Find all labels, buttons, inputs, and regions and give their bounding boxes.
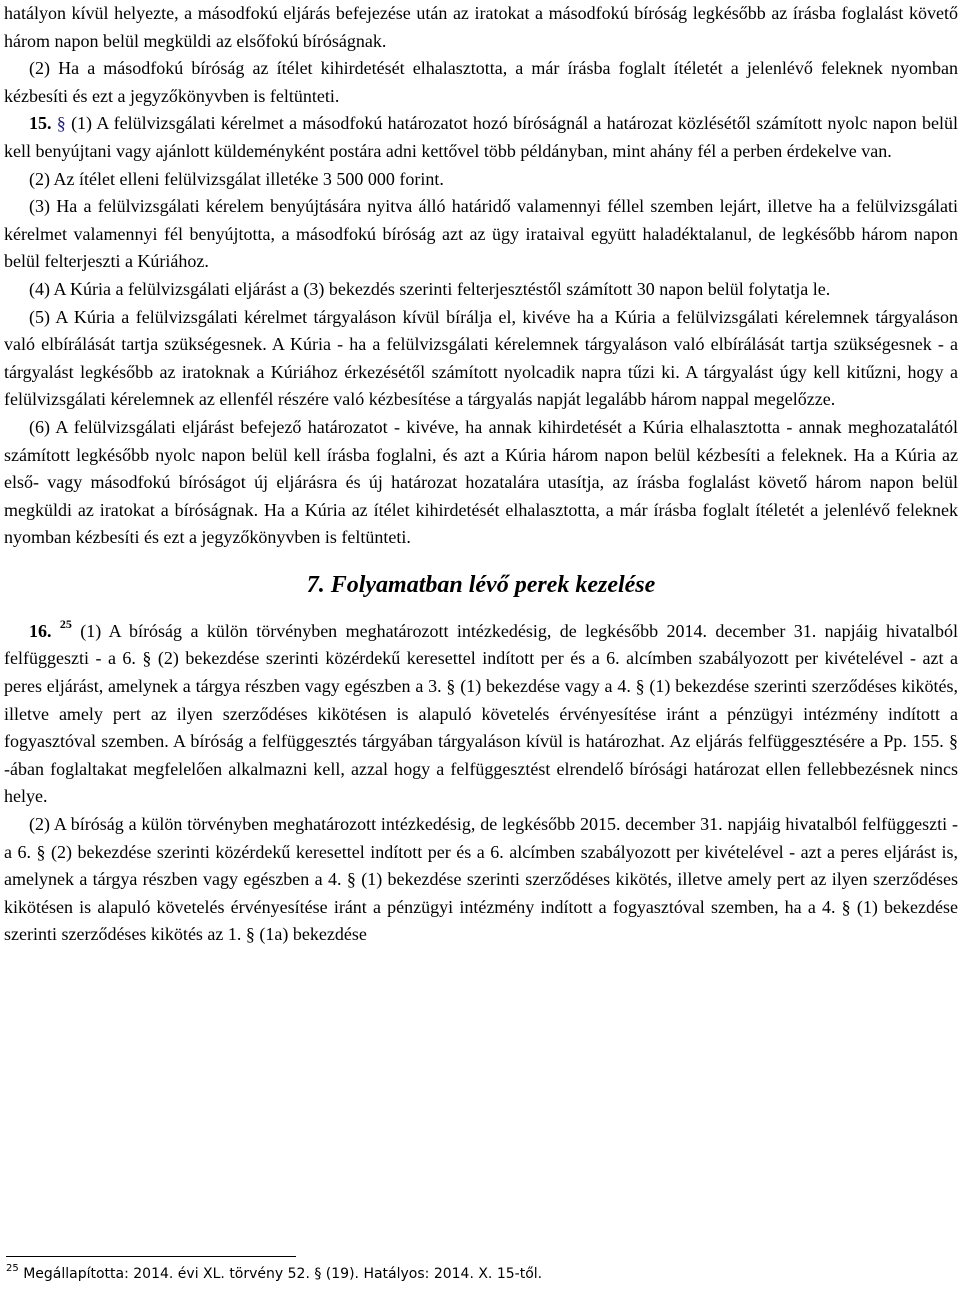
- section-15-paragraph-2: (2) Az ítélet elleni felülvizsgálat illetéke 3 500 000 forint.: [29, 168, 444, 189]
- section-number: 16.: [29, 620, 52, 641]
- section-sign-link[interactable]: §: [56, 113, 66, 134]
- section-15-paragraph-1: [4, 110, 958, 165]
- footnote-number: 25: [6, 1263, 19, 1274]
- paragraph-continuation: hatályon kívül helyezte, a másodfokú eljárás befejezése után az iratokat a másodfokú bíróság legkésőbb az írásba foglalást követő három napon belül megküldi az elsőfokú bíróságnak.: [4, 3, 958, 51]
- section-16-paragraph-2: (2) A bíróság a külön törvényben meghatározott intézkedésig, de legkésőbb 2015. december 31. napjáig hivatalból felfüggeszti - a 6. § (2) bekezdése szerinti közérdekű keresettel indított per és a 6. alcímben szabályozott per kivételével - azt a peres eljárást is, amelynek a tárgya részben vagy egészben a 4. § (1) bekezdése szerinti szerződéses kikötés, illetve amely pert az ilyen szerződéses kikötésen is alapuló követelés érvényesítése iránt a pénzügyi intézmény indított a fogyasztóval szemben, ha a 4. § (1) bekezdése szerinti szerződéses kikötés az 1. § (1a) bekezdése: [4, 814, 958, 945]
- footnote: [6, 1262, 956, 1286]
- footnote-text: Megállapította: 2014. évi XL. törvény 52. § (19). Hatályos: 2014. X. 15-től.: [23, 1266, 543, 1282]
- section-15-paragraph-4: (4) A Kúria a felülvizsgálati eljárást a (3) bekezdés szerinti felterjesztéstől számított 30 napon belül folytatja le.: [29, 278, 831, 299]
- section-15-text-1: (1) A felülvizsgálati kérelmet a másodfokú határozatot hozó bíróságnál a határozat közlésétől számított nyolc napon belül kell benyújtani vagy ajánlott küldeményként postára adni kettővel több példányban, mint ahány fél a perben érdekelve van.: [4, 113, 958, 161]
- section-16-paragraph-1: [4, 618, 958, 811]
- chapter-heading: 7. Folyamatban lévő perek kezelése: [306, 571, 656, 598]
- footnote-divider: [6, 1256, 296, 1257]
- footnote-reference[interactable]: 25: [59, 616, 72, 631]
- section-15-paragraph-3: (3) Ha a felülvizsgálati kérelem benyújtására nyitva álló határidő valamennyi féllel szemben lejárt, illetve ha a felülvizsgálati kérelmet valamennyi fél benyújtotta, a másodfokú bíróság azt az ügy irataival együtt haladéktalanul, de legkésőbb három napon belül felterjeszti a Kúriához.: [4, 196, 958, 272]
- section-15-paragraph-6: (6) A felülvizsgálati eljárást befejező határozatot - kivéve, ha annak kihirdetését a Kúria elhalasztotta - annak meghozatalától számított legkésőbb nyolc napon belül kell írásba foglalni, és azt a Kúria három napon belül kézbesíti a feleknek. Ha a Kúria az első- vagy másodfokú bíróságot új eljárásra és új határozat hozatalára utasítja, az írásba foglalást követő három napon belül megküldi az iratokat a bíróságnak. Ha a Kúria az ítélet kihirdetését elhalasztotta, a már írásba foglalt ítéletét a jelenlévő feleknek nyomban kézbesíti és ezt a jegyzőkönyvben is feltünteti.: [4, 416, 958, 548]
- document-page: [4, 0, 958, 949]
- section-16-text-1: (1) A bíróság a külön törvényben meghatározott intézkedésig, de legkésőbb 2014. december 31. napjáig hivatalból felfüggeszti - a 6. § (2) bekezdése szerinti közérdekű keresettel indított per és a 6. alcímben szabályozott per kivételével - azt a peres eljárást, amelynek a tárgya részben vagy egészben a 3. § (1) bekezdése vagy a 4. § (1) bekezdése szerinti szerződéses kikötés, illetve amely pert az ilyen szerződéses kikötésen is alapuló követelés érvényesítése iránt a pénzügyi intézmény indított a fogyasztóval szemben. A bíróság a felfüggesztés tárgyában tárgyaláson kívül is határozhat. Az eljárás felfüggesztésére a Pp. 155. § -ában foglaltakat megfelelően alkalmazni kell, azzal hogy a felfüggesztést elrendelő bírósági határozat ellen fellebbezésnek nincs helye.: [4, 620, 958, 807]
- paragraph-14-2: (2) Ha a másodfokú bíróság az ítélet kihirdetését elhalasztotta, a már írásba foglalt ítéletét a jelenlévő feleknek nyomban kézbesíti és ezt a jegyzőkönyvben is feltünteti.: [4, 58, 958, 106]
- section-15-paragraph-5: (5) A Kúria a felülvizsgálati kérelmet tárgyaláson kívül bírálja el, kivéve ha a Kúria a felülvizsgálati kérelemnek tárgyaláson való elbírálását tartja szükségesnek. A Kúria - ha a felülvizsgálati kérelemnek tárgyaláson való elbírálását tartja szükségesnek - a tárgyalást legkésőbb az iratoknak a Kúriához érkezésétől számított nyolcadik napra tűzi ki. A tárgyalást úgy kell kitűzni, hogy a felülvizsgálati kérelemnek az ellenfél részére való kézbesítése a tárgyalás napját legalább három nappal megelőzze.: [4, 306, 958, 410]
- section-number: 15.: [29, 113, 52, 134]
